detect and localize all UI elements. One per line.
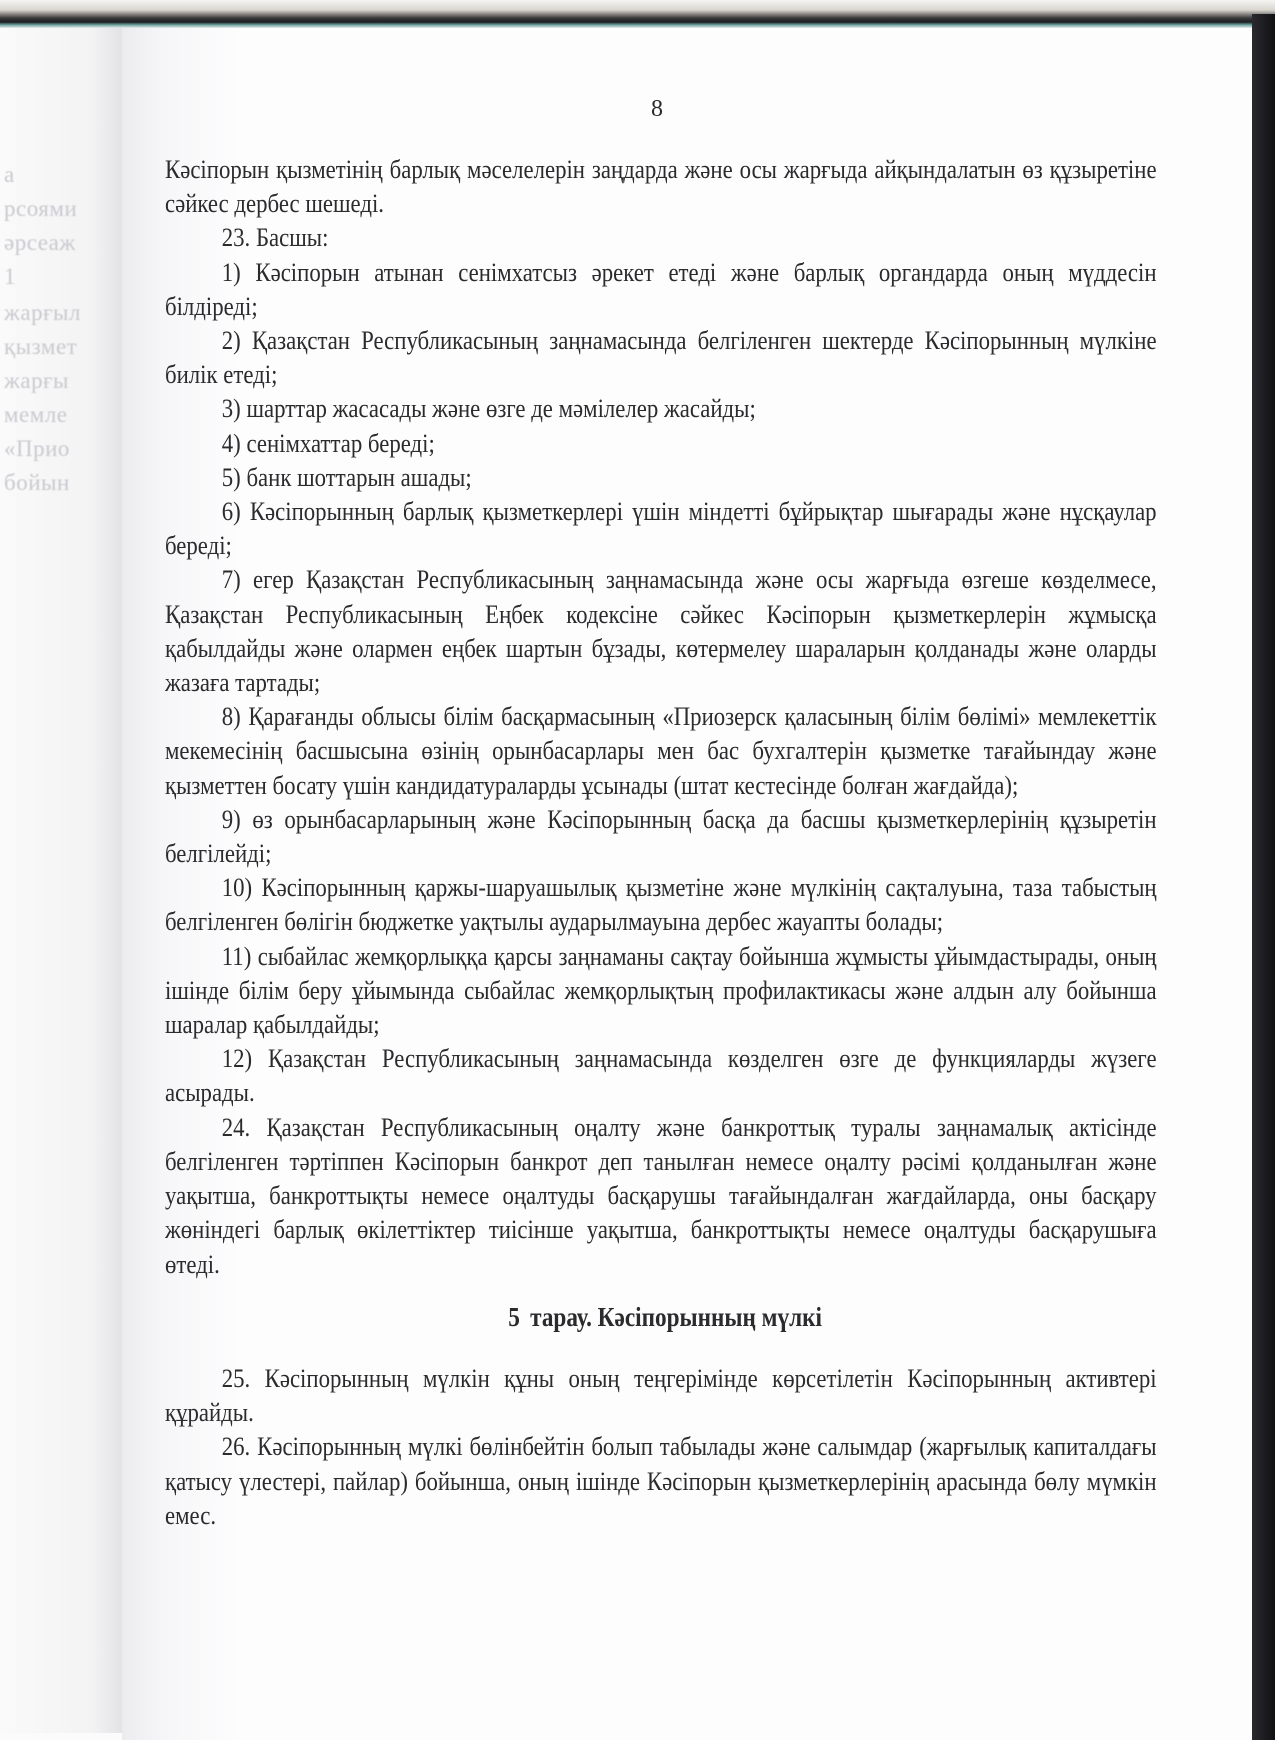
paragraph-25: 25. Кəсіпорынның мүлкін құны оның теңгерімінде көрсетілетін Кəсіпорынның активтері құрайды. bbox=[165, 1362, 1157, 1428]
list-item-23-2: 2) Қазақстан Республикасының заңнамасында белгіленген шектерде Кəсіпорынның мүлкіне билік етеді; bbox=[165, 325, 1157, 390]
list-item-23-10: 10) Кəсіпорынның қаржы-шаруашылық қызметіне жəне мүлкінің сақталуына, таза табыстың белгіленген бөлігін бюджетке уақтылы аударылмауына дербес жауапты болады; bbox=[165, 872, 1157, 937]
list-item-23-8: 8) Қарағанды облысы білім басқармасының «Приозерск қаласының білім бөлімі» мемлекеттік мекемесінің басшысына өзінің орынбасарлары мен бас бухгалтерін қызметке тағайындау жəне қызметтен босату үшін кандидатураларды ұсынады (штат кестесінде болған жағдайда); bbox=[165, 701, 1157, 800]
adjacent-page-fragment: жарғы bbox=[4, 368, 69, 393]
adjacent-page-fragment: әрсеаж bbox=[4, 230, 76, 255]
paragraph-26: 26. Кəсіпорынның мүлкі бөлінбейтін болып табылады жəне салымдар (жарғылық капиталдағы қатысу үлестері, пайлар) бойынша, оның ішінде Кəсіпорын қызметкерлерінің арасында бөлу мүмкін емес. bbox=[165, 1431, 1157, 1530]
list-item-23-6: 6) Кəсіпорынның барлық қызметкерлері үшін міндетті бұйрықтар шығарады жəне нұсқаулар береді; bbox=[165, 496, 1157, 561]
page-number: 8 bbox=[651, 96, 663, 122]
chapter-heading bbox=[165, 1300, 1157, 1334]
list-item-23-3: 3) шарттар жасасады жəне өзге де мəмілелер жасайды; bbox=[221, 393, 756, 424]
list-item-23-5: 5) банк шоттарын ашады; bbox=[221, 461, 472, 492]
adjacent-page-fragment: рсоями bbox=[4, 196, 78, 221]
adjacent-page-fragment: қызмет bbox=[4, 334, 78, 359]
adjacent-page-strip bbox=[0, 28, 122, 1733]
adjacent-page-fragment: а bbox=[4, 162, 15, 187]
paragraph-23-heading: 23. Басшы: bbox=[221, 222, 329, 253]
adjacent-page-fragment: жарғыл bbox=[4, 300, 81, 325]
list-item-23-9: 9) өз орынбасарларының жəне Кəсіпорынның басқа да басшы қызметкерлерінің құзыретін белгілейді; bbox=[165, 803, 1157, 869]
adjacent-page-fragment: мемле bbox=[4, 402, 68, 427]
paragraph-continuation: Кəсіпорын қызметінің барлық мəселелерін заңдарда жəне осы жарғыда айқындалатын өз құзыретіне сəйкес дербес шешеді. bbox=[165, 154, 1157, 219]
scanner-bottom-edge bbox=[0, 1740, 1275, 1754]
scanner-top-edge bbox=[0, 0, 1275, 28]
list-item-23-12: 12) Қазақстан Республикасының заңнамасында көзделген өзге де функцияларды жүзеге асырады. bbox=[165, 1043, 1157, 1108]
adjacent-page-fragment: 1 bbox=[4, 264, 16, 289]
adjacent-page-fragment: бойын bbox=[4, 470, 70, 495]
adjacent-page-fragment: «Прио bbox=[4, 436, 70, 461]
chapter-title: тарау. Кəсіпорынның мүлкі bbox=[530, 1301, 822, 1332]
list-item-23-7: 7) егер Қазақстан Республикасының заңнамасында жəне осы жарғыда өзгеше көзделмесе, Қазақстан Республикасының Еңбек кодексіне сəйкес Кəсіпорын қызметкерлерін жұмысқа қабылдайды жəне олармен еңбек шартын бұзады, көтермелеу шараларын қолданады жəне оларды жазаға тартады; bbox=[165, 564, 1157, 698]
list-item-23-4: 4) сенімхаттар береді; bbox=[221, 427, 435, 458]
paragraph-24: 24. Қазақстан Республикасының оңалту жəне банкроттық туралы заңнамалық актісінде белгіленген тəртіппен Кəсіпорын банкрот деп танылған немесе оңалту рəсімі қолданылған жəне уақытша, банкроттықты немесе оңалтуды басқарушы тағайындалған жағдайларда, оны басқару жөніндегі барлық өкілеттіктер тиісінше уақытша, банкроттықты немесе оңалтуды басқарушыға өтеді. bbox=[165, 1111, 1157, 1279]
document-body bbox=[165, 152, 1157, 1532]
list-item-23-1: 1) Кəсіпорын атынан сенімхатсыз əрекет етеді жəне барлық органдарда оның мүддесін білдіреді; bbox=[165, 256, 1157, 321]
scanner-right-edge bbox=[1252, 14, 1275, 1740]
list-item-23-11: 11) сыбайлас жемқорлыққа қарсы заңнаманы сақтау бойынша жұмысты ұйымдастырады, оның ішінде білім беру ұйымында сыбайлас жемқорлықтың профилактикасы жəне алдын алу бойынша шаралар қабылдайды; bbox=[165, 940, 1157, 1040]
chapter-number: 5 bbox=[508, 1301, 520, 1332]
